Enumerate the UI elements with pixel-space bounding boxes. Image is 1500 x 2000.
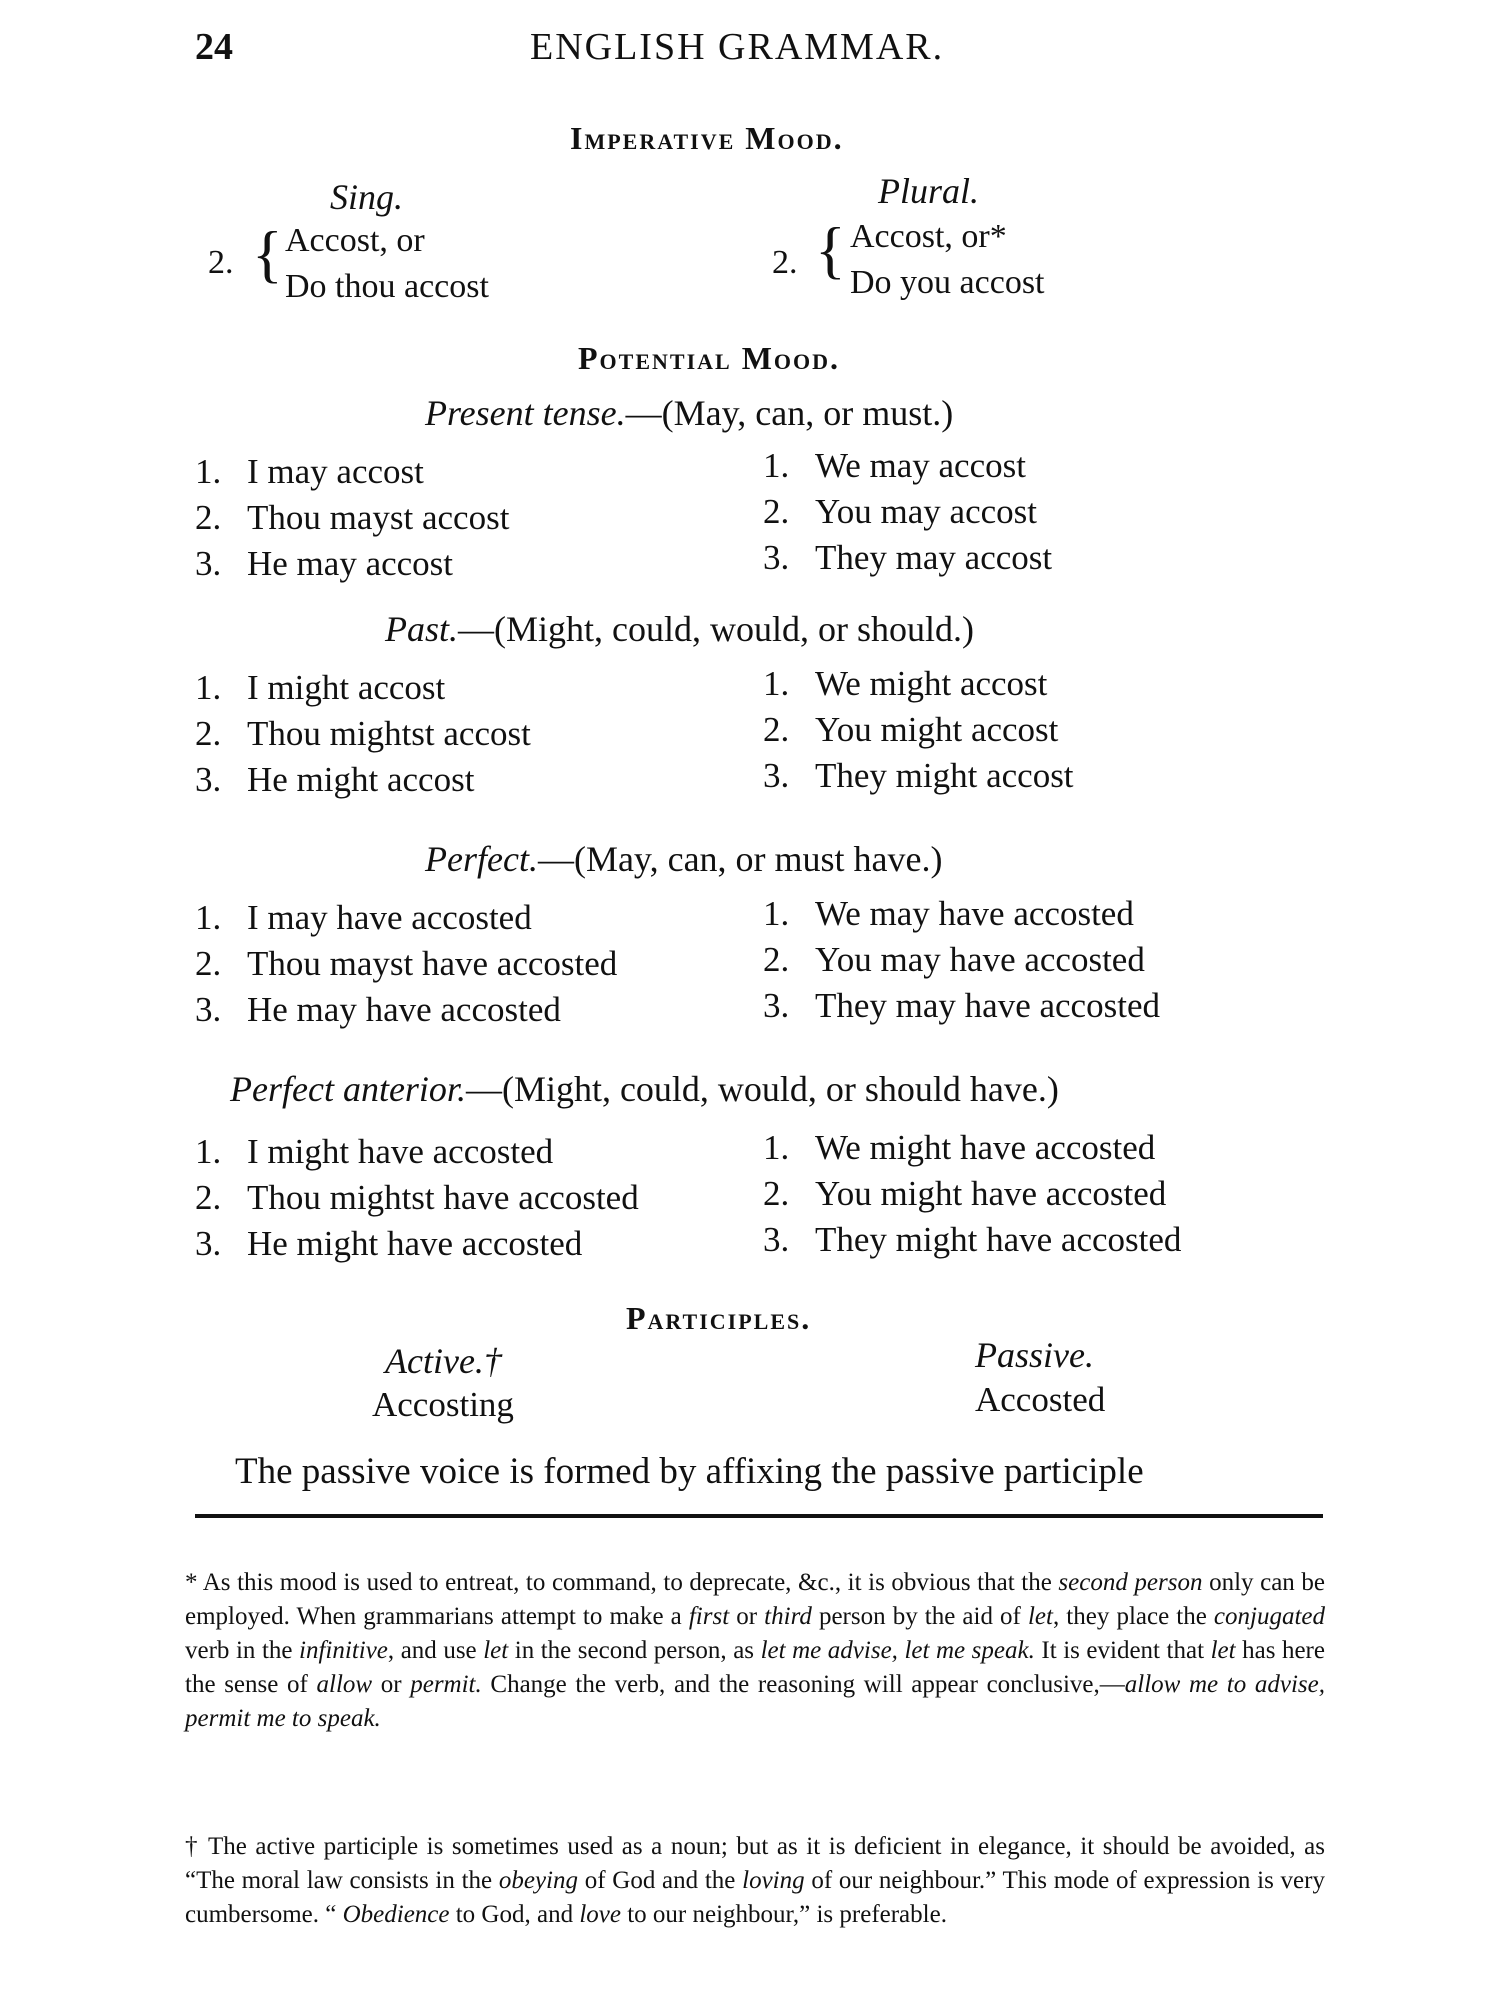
present-singular-1: 1. I may accost — [195, 452, 424, 491]
brace-plural: { — [815, 214, 846, 285]
running-head: ENGLISH GRAMMAR. — [530, 26, 945, 68]
body-text: The passive voice is formed by affixing the passive participle — [235, 1451, 1144, 1492]
active-participle-label: Active.† — [385, 1341, 502, 1381]
perfect-plural-3: 3. They may have accosted — [763, 986, 1160, 1025]
perfect-anterior-singular-1: 1. I might have accosted — [195, 1132, 554, 1171]
imperative-plural-label: Plural. — [878, 171, 980, 211]
active-participle-form: Accosting — [372, 1385, 514, 1424]
perfect-anterior-tense-title: Perfect anterior.—(Might, could, would, or should have.) — [230, 1069, 1059, 1109]
imperative-singular-label: Sing. — [330, 177, 404, 217]
present-plural-1: 1. We may accost — [763, 446, 1026, 485]
imperative-singular-number: 2. — [208, 244, 234, 281]
past-plural-1: 1. We might accost — [763, 664, 1048, 703]
perfect-anterior-singular-2: 2. Thou mightst have accosted — [195, 1178, 639, 1217]
footnote-asterisk: * As this mood is used to entreat, to command, to deprecate, &c., it is obvious that the second person only can be employed. When grammarians attempt to make a first or third person by the aid of let, they place the conjugated verb in the infinitive, and use let in the second person, as let me advise, let me speak. It is evident that let has here the sense of allow or permit. Change the verb, and the reasoning will appear conclusive,—allow me to advise, permit me to speak. — [185, 1569, 1326, 1732]
imperative-singular-line-1: Accost, or — [285, 222, 425, 259]
participles-heading: Participles. — [626, 1300, 812, 1336]
past-singular-3: 3. He might accost — [195, 760, 475, 799]
imperative-plural-line-2: Do you accost — [850, 264, 1045, 301]
present-singular-3: 3. He may accost — [195, 544, 454, 583]
passive-participle-form: Accosted — [975, 1380, 1106, 1419]
imperative-plural-line-1: Accost, or* — [850, 218, 1007, 255]
perfect-anterior-plural-3: 3. They might have accosted — [763, 1220, 1182, 1259]
present-singular-2: 2. Thou mayst accost — [195, 498, 510, 537]
perfect-singular-1: 1. I may have accosted — [195, 898, 532, 937]
present-tense-title: Present tense.—(May, can, or must.) — [425, 393, 954, 433]
brace-singular: { — [252, 218, 283, 289]
present-plural-3: 3. They may accost — [763, 538, 1053, 577]
perfect-anterior-singular-3: 3. He might have accosted — [195, 1224, 583, 1263]
imperative-singular-line-2: Do thou accost — [285, 268, 489, 305]
perfect-plural-1: 1. We may have accosted — [763, 894, 1134, 933]
past-plural-2: 2. You might accost — [763, 710, 1059, 749]
footnote-rule — [195, 1514, 1323, 1518]
perfect-singular-3: 3. He may have accosted — [195, 990, 561, 1029]
imperative-plural-number: 2. — [772, 244, 798, 281]
perfect-singular-2: 2. Thou mayst have accosted — [195, 944, 618, 983]
potential-heading: Potential Mood. — [578, 340, 841, 376]
page-number: 24 — [195, 26, 233, 68]
passive-participle-label: Passive. — [975, 1335, 1094, 1375]
imperative-heading: Imperative Mood. — [570, 120, 844, 156]
past-tense-title: Past.—(Might, could, would, or should.) — [385, 609, 974, 649]
footnote-dagger: † The active participle is sometimes used as a noun; but as it is deficient in elegance, it should be avoided, as “The moral law consists in the obeying of God and the loving of our neighbour.” This mode of expression is very cumbersome. “ Obedience to God, and love to our neighbour,” is preferable. — [185, 1833, 1325, 1928]
present-plural-2: 2. You may accost — [763, 492, 1037, 531]
perfect-plural-2: 2. You may have accosted — [763, 940, 1145, 979]
perfect-anterior-plural-1: 1. We might have accosted — [763, 1128, 1156, 1167]
perfect-tense-title: Perfect.—(May, can, or must have.) — [425, 839, 943, 879]
perfect-anterior-plural-2: 2. You might have accosted — [763, 1174, 1167, 1213]
past-singular-2: 2. Thou mightst accost — [195, 714, 531, 753]
past-singular-1: 1. I might accost — [195, 668, 446, 707]
past-plural-3: 3. They might accost — [763, 756, 1074, 795]
